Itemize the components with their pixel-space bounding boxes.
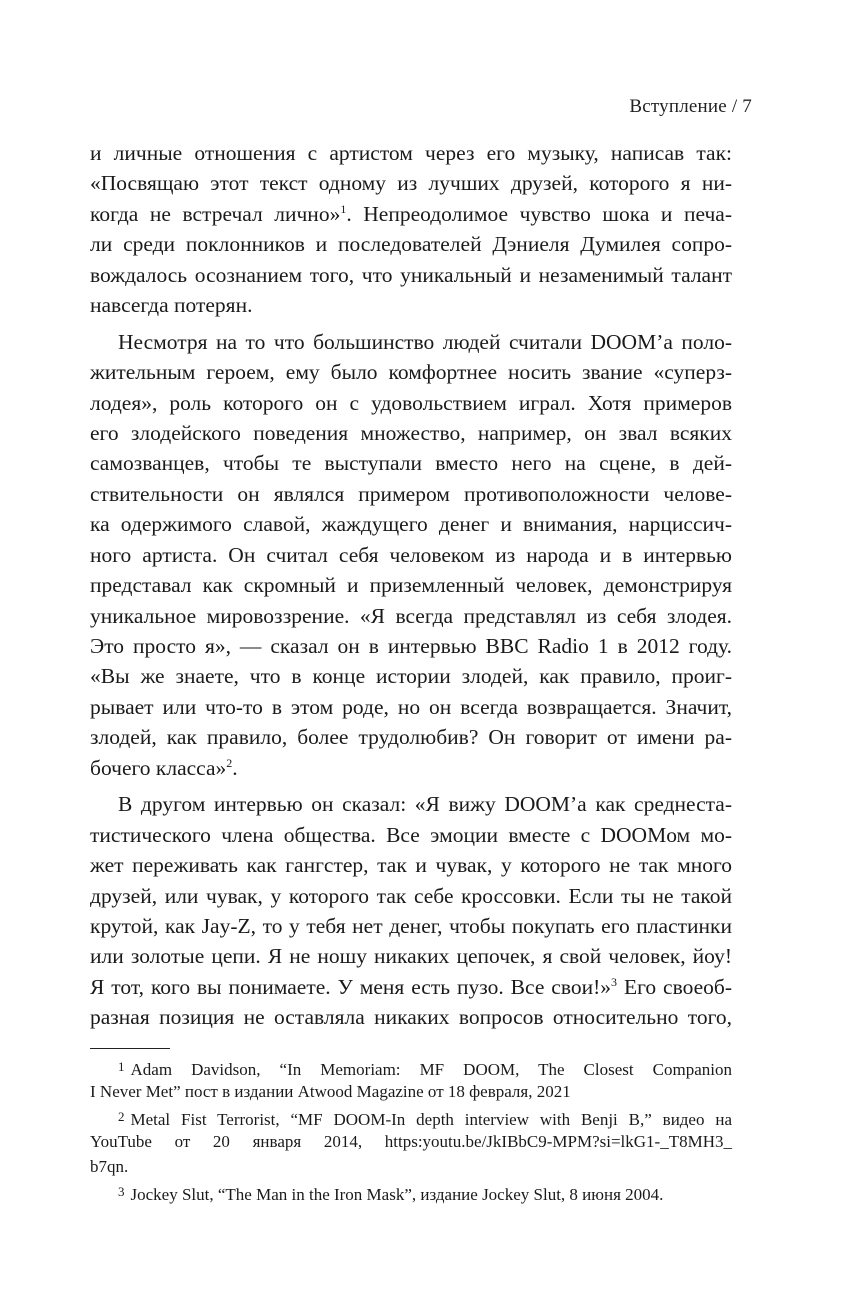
text-line — [90, 789, 732, 819]
footnote-line — [90, 1079, 732, 1104]
text-line-content: разная позиция не оставляла никаких вопросов относительно того, — [90, 1005, 732, 1030]
text-line — [90, 199, 732, 229]
footnote-reference: 2 — [226, 755, 233, 770]
text-line — [90, 509, 732, 539]
footnote-number: 2 — [118, 1109, 125, 1124]
text-line-content: рывает или что-то в этом роде, но он всегда возвращается. Значит, — [90, 694, 732, 719]
text-line-content: когда не встречал лично» — [90, 201, 341, 226]
text-line-content: самозванцев, чтобы те выступали вместо него на сцене, в дей- — [90, 451, 732, 476]
text-line-tail: . — [232, 755, 238, 780]
text-line — [90, 972, 732, 1002]
text-line-content: жительным героем, ему было комфортнее носить звание «суперз- — [90, 360, 732, 385]
text-line-content: и личные отношения с артистом через его музыку, написав так: — [90, 141, 732, 165]
text-line-content: Несмотря на то что большинство людей считали DOOM’а поло- — [118, 329, 732, 354]
footnote-reference: 1 — [340, 201, 347, 216]
text-line-content: ли среди поклонников и последователей Дэниеля Думилея сопро- — [90, 232, 732, 257]
text-line-content: злодей, как правило, более трудолюбив? Он говорит от имени ра- — [90, 725, 732, 750]
text-line-content: В другом интервью он сказал: «Я вижу DOOM’а как среднеста- — [118, 792, 732, 817]
text-line-content: бочего класса» — [90, 755, 227, 780]
text-line-content: ка одержимого славой, жаждущего денег и внимания, нарциссич- — [90, 512, 732, 537]
text-line — [90, 881, 732, 911]
text-line-content: тистического члена общества. Все эмоции вместе с DOOMом мо- — [90, 822, 732, 847]
footnote-number: 3 — [118, 1184, 125, 1199]
text-line-content: «Посвящаю этот текст одному из лучших друзей, которого я ни- — [90, 171, 732, 196]
footnote-text: Metal Fist Terrorist, “MF DOOM-In depth interview with Benji B,” видео на — [130, 1110, 732, 1129]
text-line — [90, 540, 732, 570]
text-line — [90, 168, 732, 198]
footnote-reference: 3 — [611, 974, 618, 989]
text-line — [90, 388, 732, 418]
text-line-tail: . Непреодолимое чувство шока и печа- — [346, 201, 732, 226]
footnote-number: 1 — [118, 1059, 125, 1074]
text-line-content: «Вы же знаете, что в конце истории злодей, как правило, проиг- — [90, 664, 732, 689]
footnote-line — [90, 1154, 732, 1179]
text-line-content: Я тот, кого вы понимаете. У меня есть пузо. Все свои!» — [90, 974, 612, 999]
text-line-content: ствительности он являлся примером противоположности челове- — [90, 481, 732, 506]
text-line — [90, 661, 732, 691]
text-line — [90, 753, 732, 783]
footnote-line — [90, 1104, 732, 1129]
text-line-content: представал как скромный и приземленный человек, демонстрируя — [90, 573, 732, 598]
footnote-text: Jockey Slut, “The Man in the Iron Mask”, издание Jockey Slut, 8 июня 2004. — [130, 1185, 664, 1204]
text-line — [90, 327, 732, 357]
text-line — [90, 570, 732, 600]
text-line-content: навсегда потерян. — [90, 293, 253, 318]
body-text — [90, 138, 732, 1033]
text-line-content: друзей, или чувак, у которого так себе кроссовки. Если ты не такой — [90, 883, 732, 908]
text-line-content: вождалось осознанием того, что уникальный и незаменимый талант — [90, 262, 732, 287]
text-line-content: Это просто я», — сказал он в интервью BBC Radio 1 в 2012 году. — [90, 634, 732, 658]
text-line — [90, 260, 732, 290]
text-line-content: жет переживать как гангстер, так и чувак, у которого не так много — [90, 853, 732, 878]
footnote-line — [90, 1179, 732, 1204]
text-line-content: его злодейского поведения множество, например, он звал всяких — [90, 420, 732, 445]
text-line — [90, 941, 732, 971]
text-line-content: или золотые цепи. Я не ношу никаких цепочек, я свой человек, йоу! — [90, 944, 732, 969]
text-line — [90, 601, 732, 631]
text-line — [90, 290, 732, 320]
text-line — [90, 722, 732, 752]
text-line — [90, 850, 732, 880]
text-line-tail: Его своеоб- — [617, 974, 732, 999]
text-line-content: ного артиста. Он считал себя человеком из народа и в интервью — [90, 542, 732, 567]
text-line — [90, 692, 732, 722]
text-line — [90, 911, 732, 941]
text-line-content: уникальное мировоззрение. «Я всегда представлял из себя злодея. — [90, 603, 732, 628]
running-head: Вступление / 7 — [629, 96, 752, 117]
footnote-text: I Never Met” пост в издании Atwood Magazine от 18 февраля, 2021 — [90, 1082, 571, 1101]
footnote-text: YouTube от 20 января 2014, https:youtu.be/JkIBbC9-MPM?si=lkG1-_T8MH3_ — [90, 1132, 732, 1151]
text-line — [90, 1002, 732, 1032]
text-line-content: крутой, как Jay-Z, то у тебя нет денег, чтобы покупать его пластинки — [90, 913, 732, 938]
footnote-line — [90, 1054, 732, 1079]
text-line — [90, 631, 732, 661]
text-line — [90, 448, 732, 478]
text-line — [90, 479, 732, 509]
footnotes — [90, 1054, 732, 1204]
footnote-line — [90, 1129, 732, 1154]
text-line — [90, 229, 732, 259]
footnote-text: Adam Davidson, “In Memoriam: MF DOOM, The Closest Companion — [130, 1060, 732, 1079]
footnote-text: b7qn. — [90, 1157, 129, 1176]
text-line — [90, 418, 732, 448]
footnote-divider — [90, 1048, 170, 1049]
text-line — [90, 357, 732, 387]
text-line — [90, 138, 732, 168]
text-line-content: лодея», роль которого он с удовольствием играл. Хотя примеров — [90, 390, 732, 415]
text-line — [90, 820, 732, 850]
